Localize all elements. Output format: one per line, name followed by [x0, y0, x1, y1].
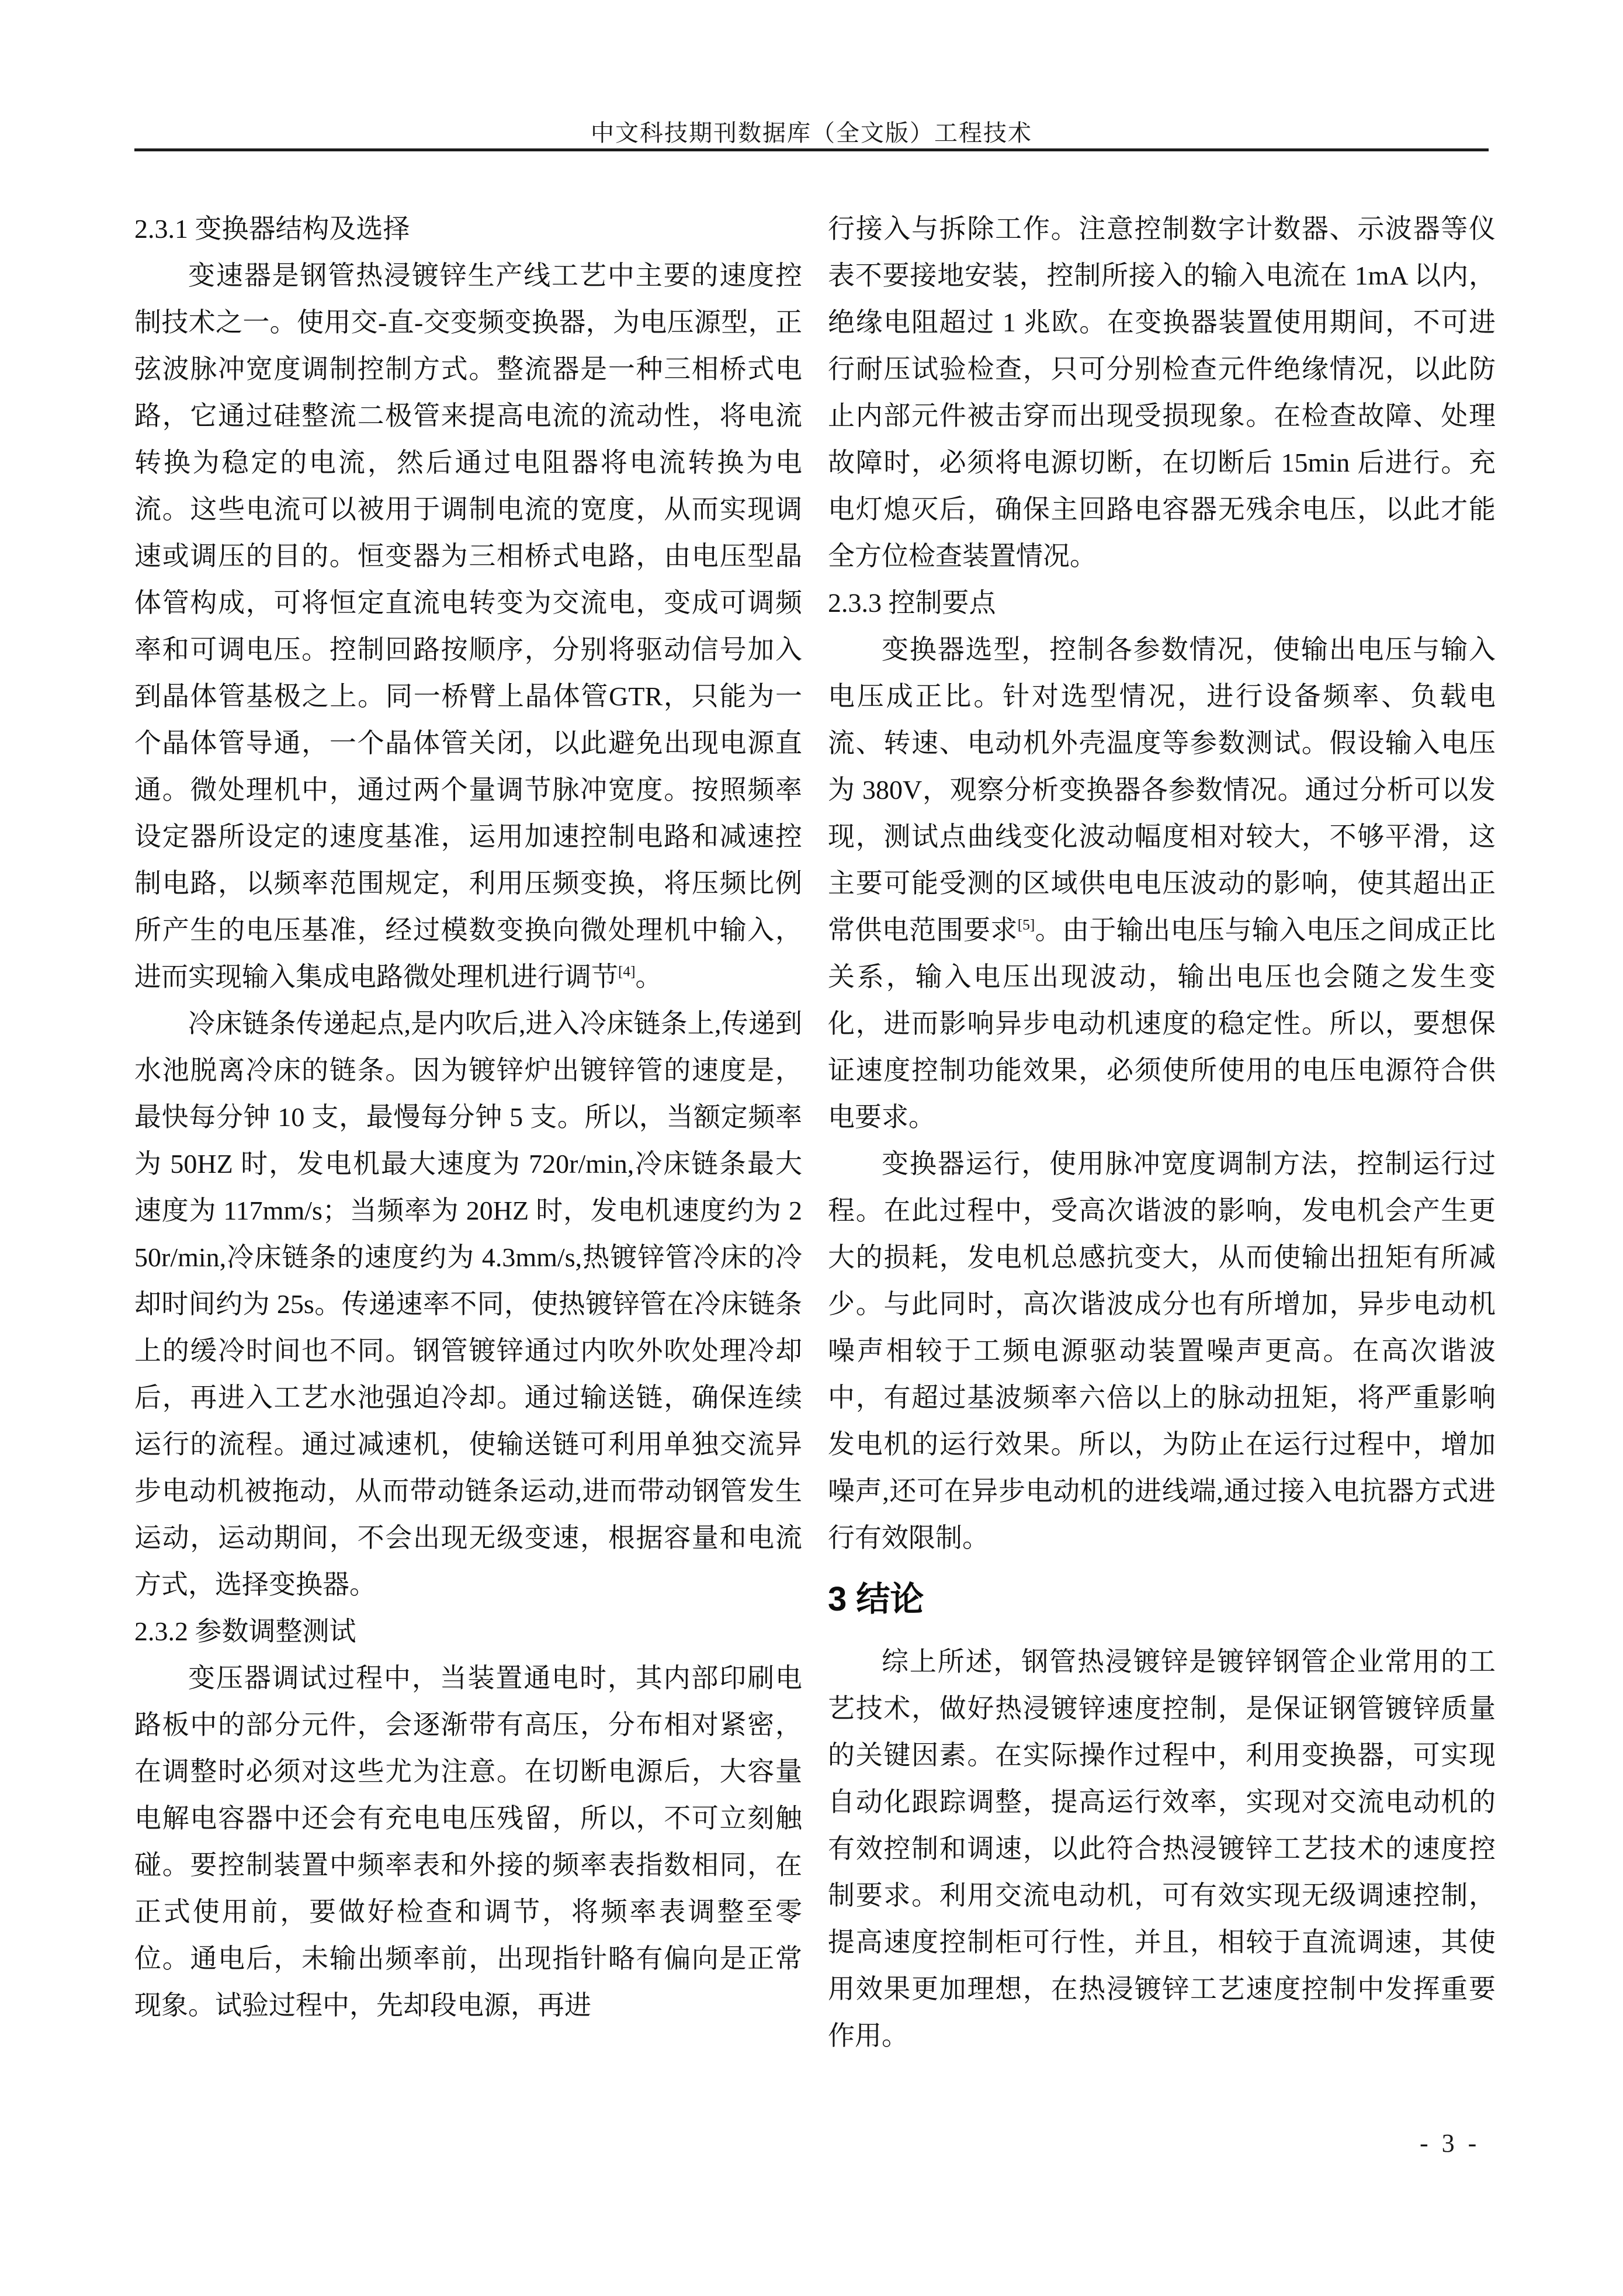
paragraph [134, 1000, 802, 1608]
header-divider-rule [134, 148, 1489, 151]
text-run: 行接入与拆除工作。注意控制数字计数器、示波器等仪表不要接地安装，控制所接入的输入电流在 1mA 以内，绝缘电阻超过 1 兆欧。在变换器装置使用期间，不可进行耐压试验检查，只可分别检查元件绝缘情况，以此防止内部元件被击穿而出现受损现象。在检查故障、处理故障时，必须将电源切断，在切断后 15min 后进行。充电灯熄灭后，确保主回路电容器无残余电压，以此才能全方位检查装置情况。 [828, 214, 1496, 571]
text-run: 。由于输出电压与输入电压之间成正比关系，输入电压出现波动，输出电压也会随之发生变化，进而影响异步电动机速度的稳定性。所以，要想保证速度控制功能效果，必须使所使用的电压电源符合供电要求。 [828, 915, 1496, 1132]
paragraph [828, 1141, 1496, 1561]
text-run: 2.3.2 参数调整测试 [134, 1616, 356, 1646]
right-column [828, 206, 1496, 2059]
text-run: 2.3.1 变换器结构及选择 [134, 214, 410, 244]
section-heading-sub [828, 580, 1496, 626]
page-number: - 3 - [1420, 2129, 1480, 2158]
text-run: 变速器是钢管热浸镀锌生产线工艺中主要的速度控制技术之一。使用交-直-交变频变换器，为电压源型，正弦波脉冲宽度调制控制方式。整流器是一种三相桥式电路，它通过硅整流二极管来提高电流的流动性，将电流转换为稳定的电流，然后通过电阻器将电流转换为电流。这些电流可以被用于调制电流的宽度，从而实现调速或调压的目的。恒变器为三相桥式电路，由电压型晶体管构成，可将恒定直流电转变为交流电，变成可调频率和可调电压。控制回路按顺序，分别将驱动信号加入到晶体管基极之上。同一桥臂上晶体管GTR，只能为一个晶体管导通，一个晶体管关闭，以此避免出现电源直通。微处理机中，通过两个量调节脉冲宽度。按照频率设定器所设定的速度基准，运用加速控制电路和减速控制电路，以频率范围规定，利用压频变换，将压频比例所产生的电压基准，经过模数变换向微处理机中输入，进而实现输入集成电路微处理机进行调节 [134, 261, 802, 992]
section-heading-major [828, 1574, 1496, 1625]
paragraph [828, 626, 1496, 1141]
text-run: 3 结论 [828, 1580, 924, 1618]
text-run: 。 [635, 962, 663, 992]
journal-header-title: 中文科技期刊数据库（全文版）工程技术 [591, 120, 1032, 146]
left-column [134, 206, 802, 2059]
paragraph [134, 252, 802, 1000]
two-column-body [134, 206, 1496, 2059]
paragraph [828, 206, 1496, 580]
section-heading-sub [134, 1608, 802, 1655]
citation-reference: [4] [618, 963, 636, 980]
section-heading-sub [134, 206, 802, 252]
paragraph [134, 1655, 802, 2029]
text-run: 变压器调试过程中，当装置通电时，其内部印刷电路板中的部分元件，会逐渐带有高压，分布相对紧密，在调整时必须对这些尤为注意。在切断电源后，大容量电解电容器中还会有充电电压残留，所以，不可立刻触碰。要控制装置中频率表和外接的频率表指数相同，在正式使用前，要做好检查和调节，将频率表调整至零位。通电后，未输出频率前，出现指针略有偏向是正常现象。试验过程中，先却段电源，再进 [134, 1663, 802, 2020]
text-run: 冷床链条传递起点,是内吹后,进入冷床链条上,传递到水池脱离冷床的链条。因为镀锌炉出镀锌管的速度是，最快每分钟 10 支，最慢每分钟 5 支。所以，当额定频率为 50HZ 时，发电机最大速度为 720r/min,冷床链条最大速度为 117mm/s；当频率为 20HZ 时，发电机速度约为 250r/min,冷床链条的速度约为 4.3mm/s,热镀锌管冷床的冷却时间约为 25s。传递速率不同，使热镀锌管在冷床链条上的缓冷时间也不同。钢管镀锌通过内吹外吹处理冷却后，再进入工艺水池强迫冷却。通过输送链，确保连续运行的流程。通过减速机，使输送链可利用单独交流异步电动机被拖动，从而带动链条运动,进而带动钢管发生运动，运动期间，不会出现无级变速，根据容量和电流方式，选择变换器。 [134, 1009, 802, 1599]
paragraph [828, 1639, 1496, 2059]
text-run: 2.3.3 控制要点 [828, 588, 996, 618]
citation-reference: [5] [1017, 916, 1035, 933]
text-run: 变换器运行，使用脉冲宽度调制方法，控制运行过程。在此过程中，受高次谐波的影响，发电机会产生更大的损耗，发电机总感抗变大，从而使输出扭矩有所减少。与此同时，高次谐波成分也有所增加，异步电动机噪声相较于工频电源驱动装置噪声更高。在高次谐波中，有超过基波频率六倍以上的脉动扭矩，将严重影响发电机的运行效果。所以，为防止在运行过程中，增加噪声,还可在异步电动机的进线端,通过接入电抗器方式进行有效限制。 [828, 1149, 1496, 1553]
text-run: 综上所述，钢管热浸镀锌是镀锌钢管企业常用的工艺技术，做好热浸镀锌速度控制，是保证钢管镀锌质量的关键因素。在实际操作过程中，利用变换器，可实现自动化跟踪调整，提高运行效率，实现对交流电动机的有效控制和调速，以此符合热浸镀锌工艺技术的速度控制要求。利用交流电动机，可有效实现无级调速控制，提高速度控制柜可行性，并且，相较于直流调速，其使用效果更加理想，在热浸镀锌工艺速度控制中发挥重要作用。 [828, 1647, 1496, 2051]
text-run: 变换器选型，控制各参数情况，使输出电压与输入电压成正比。针对选型情况，进行设备频率、负载电流、转速、电动机外壳温度等参数测试。假设输入电压为 380V，观察分析变换器各参数情况。通过分析可以发现，测试点曲线变化波动幅度相对较大，不够平滑，这主要可能受测的区域供电电压波动的影响，使其超出正常供电范围要求 [828, 635, 1496, 945]
